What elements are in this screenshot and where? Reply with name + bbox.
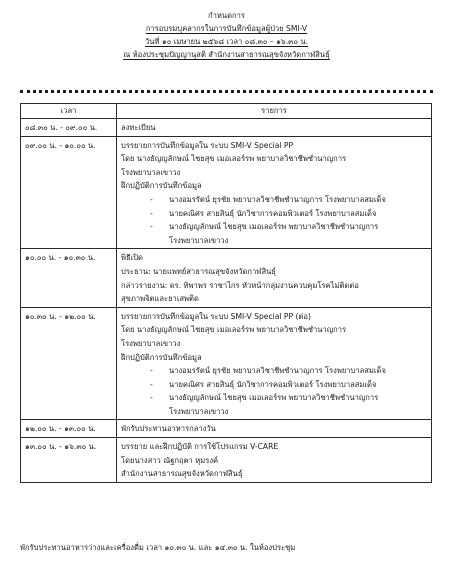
row-item-line: พิธีเปิด <box>121 253 143 263</box>
row-item-line: สำนักงานสาธารณสุขจังหวัดกาฬสินธุ์ <box>121 469 243 479</box>
row-time: ๐๙.๐๐ น. - ๑๐.๐๐ น. <box>21 136 117 249</box>
dash-bullet-icon: - <box>150 194 153 204</box>
row-item-line: โดย นางธัญญลักษณ์ ไชยสุข เมอเลอร์รพ พยาบาลวิชาชีพชำนาญการ <box>121 154 347 164</box>
row-item-line: สุขภาพจิตและยาเสพติด <box>121 294 199 304</box>
row-item-line: โรงพยาบาลเขาวง <box>121 167 181 177</box>
row-item-line: บรรยายการบันทึกข้อมูลใน ระบบ SMI-V Special PP <box>121 140 294 150</box>
row-items <box>117 438 432 483</box>
dotted-divider <box>20 90 433 93</box>
schedule-row <box>21 420 432 438</box>
header-course-name: การอบรมบุคลากรในการบันทึกข้อมูลผู้ป่วย SMI-V <box>145 24 308 33</box>
header-venue: ณ ห้องประชุมปัญญานุสติ สำนักงานสาธารณสุขจังหวัดกาฬสินธุ์ <box>123 50 330 59</box>
row-items <box>117 136 432 249</box>
trainer-bullet: - นางอมรรัตน์ ยุรชัย พยาบาลวิชาชีพชำนาญการ โรงพยาบาลสมเด็จ <box>121 364 427 378</box>
row-item-line: ประธาน: นายแพทย์สาธารณสุขจังหวัดกาฬสินธุ์ <box>121 266 276 276</box>
trainer-bullet: - นายคณิศร สายสินธุ์ นักวิชาการคอมพิวเตอร์ โรงพยาบาลสมเด็จ <box>121 378 427 392</box>
row-item-line: ฝึกปฏิบัติการบันทึกข้อมูล <box>121 181 202 191</box>
schedule-table <box>20 103 432 483</box>
trainer-bullet-continuation: โรงพยาบาลเขาวง <box>169 406 229 416</box>
row-items <box>117 249 432 307</box>
trainer-bullet: - นางอมรรัตน์ ยุรชัย พยาบาลวิชาชีพชำนาญการ โรงพยาบาลสมเด็จ <box>121 193 427 207</box>
row-item-line: พักรับประทานอาหารกลางวัน <box>121 424 216 434</box>
row-item-line: บรรยาย และฝึกปฏิบัติ การใช้โปรแกรม V-CARE <box>121 442 279 452</box>
column-header-items: รายการ <box>117 104 432 119</box>
row-item-line: โดยนางสาว ณัฐกฤตา หุมรงค์ <box>121 455 219 465</box>
row-item-line: โดย นางธัญญลักษณ์ ไชยสุข เมอเลอร์รพ พยาบาลวิชาชีพชำนาญการ <box>121 325 347 335</box>
row-items <box>117 307 432 420</box>
row-item-line: บรรยายการบันทึกข้อมูลใน ระบบ SMI-V Special PP (ต่อ) <box>121 311 311 321</box>
dash-bullet-icon: - <box>150 366 153 376</box>
header-date-time: วันที่ ๑๐ เมษายน ๒๕๖๘ เวลา ๐๘.๓๐ – ๑๖.๓๐ น. <box>145 37 308 46</box>
column-header-time: เวลา <box>21 104 117 119</box>
schedule-row <box>21 249 432 307</box>
row-time: ๑๓.๐๐ น. - ๑๖.๓๐ น. <box>21 438 117 483</box>
row-items <box>117 420 432 438</box>
schedule-header-row <box>21 104 432 119</box>
schedule-row <box>21 307 432 420</box>
trainer-bullet: - นางธัญญลักษณ์ ไชยสุข เมอเลอร์รพ พยาบาลวิชาชีพชำนาญการ <box>121 391 427 405</box>
row-items <box>117 119 432 137</box>
header-title: กำหนดการ <box>208 11 245 20</box>
row-item-line: ลงทะเบียน <box>121 123 156 132</box>
schedule-row <box>21 438 432 483</box>
dash-bullet-icon: - <box>150 379 153 389</box>
dash-bullet-icon: - <box>150 222 153 232</box>
row-time: ๑๐.๐๐ น. - ๑๐.๓๐ น. <box>21 249 117 307</box>
dash-bullet-icon: - <box>150 393 153 403</box>
schedule-row <box>21 136 432 249</box>
row-item-line: กล่าวรายงาน: ดร. ทิพาพร ราชาไกร หัวหน้ากลุ่มงานควบคุมโรคไม่ติดต่อ <box>121 280 359 290</box>
row-time: ๐๘.๓๐ น. - ๐๙.๐๐ น. <box>21 119 117 137</box>
row-time: ๑๐.๓๐ น. - ๑๒.๐๐ น. <box>21 307 117 420</box>
trainer-bullet: - นางธัญญลักษณ์ ไชยสุข เมอเลอร์รพ พยาบาลวิชาชีพชำนาญการ <box>121 220 427 234</box>
row-item-line: ฝึกปฏิบัติการบันทึกข้อมูล <box>121 352 202 362</box>
trainer-bullet-continuation: โรงพยาบาลเขาวง <box>169 235 229 245</box>
refreshment-note: พักรับประทานอาหารว่างและเครื่องดื่ม เวลา ๑๐.๓๐ น. และ ๑๔.๓๐ น. ในห้องประชุม <box>20 543 296 552</box>
schedule-row <box>21 119 432 137</box>
trainer-bullet: - นายคณิศร สายสินธุ์ นักวิชาการคอมพิวเตอร์ โรงพยาบาลสมเด็จ <box>121 207 427 221</box>
dash-bullet-icon: - <box>150 208 153 218</box>
row-item-line: โรงพยาบาลเขาวง <box>121 338 181 348</box>
row-time: ๑๒.๐๐ น. - ๑๓.๐๐ น. <box>21 420 117 438</box>
document-header <box>0 9 453 61</box>
